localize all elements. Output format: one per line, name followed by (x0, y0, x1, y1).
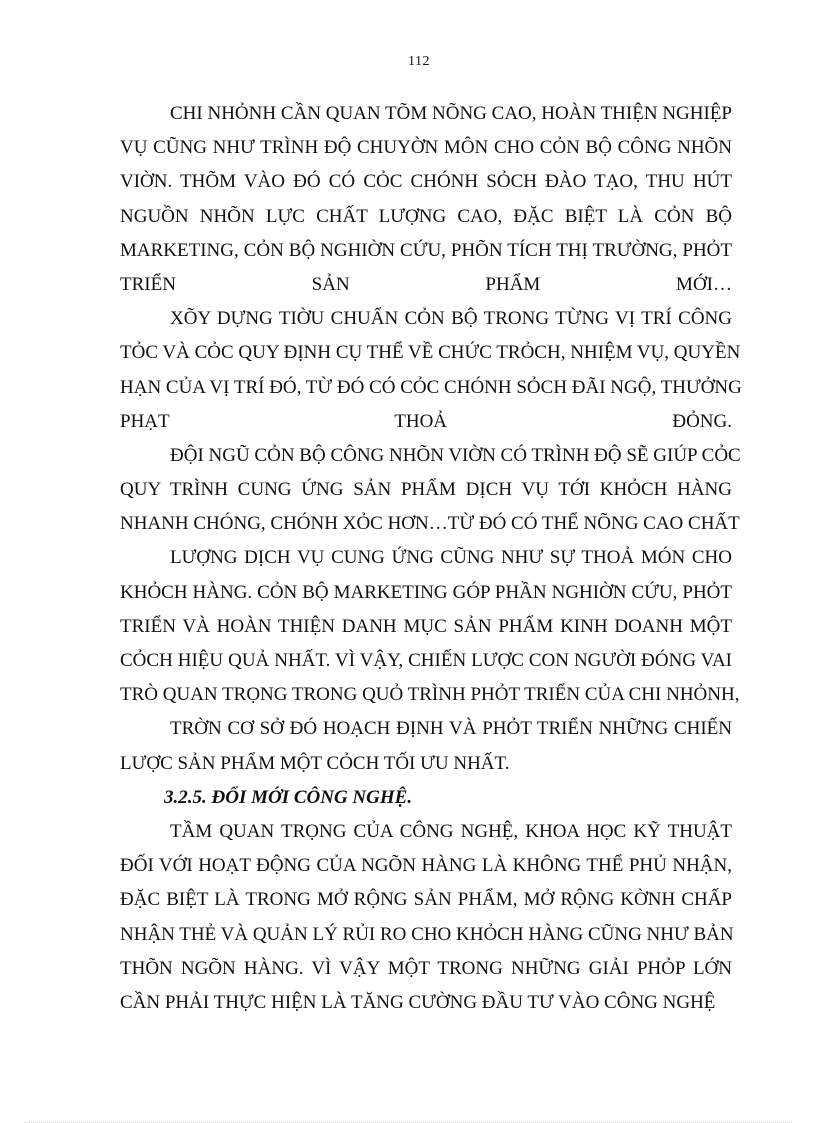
text-line: ĐỘI NGŨ CỎN BỘ CÔNG NHÕN VIỜN CÓ TRÌNH ĐỘ SẼ GIÚP CỎC (170, 444, 741, 466)
text-line: TRỜN CƠ SỞ ĐÓ HOẠCH ĐỊNH VÀ PHỎT TRIỂN NHỮNG CHIẾN (170, 718, 732, 740)
text-line: VIỜN. THÕM VÀO ĐÓ CÓ CỎC CHÓNH SỎCH ĐÀO TẠO, THU HÚT (120, 171, 732, 193)
text-line: CỎCH HIỆU QUẢ NHẤT. VÌ VẬY, CHIẾN LƯỢC CON NGƯỜI ĐÓNG VAI (120, 650, 732, 671)
text-line: LƯỢC SẢN PHẨM MỘT CỎCH TỐI ƯU NHẤT. (120, 752, 510, 774)
text-line: TRIỂN VÀ HOÀN THIỆN DANH MỤC SẢN PHẨM KINH DOANH MỘT (120, 615, 732, 637)
page-number: 112 (408, 54, 430, 69)
text-line: KHỎCH HÀNG. CỎN BỘ MARKETING GÓP PHẦN NGHIỜN CỨU, PHỎT (120, 581, 732, 603)
text-line: NGUỒN NHÕN LỰC CHẤT LƯỢNG CAO, ĐẶC BIỆT LÀ CỎN BỘ (120, 205, 732, 227)
text-line: LƯỢNG DỊCH VỤ CUNG ỨNG CŨNG NHƯ SỰ THOẢ MÓN CHO (170, 547, 732, 569)
text-line: THÕN NGÕN HÀNG. VÌ VẬY MỘT TRONG NHỮNG GIẢI PHỎP LỚN (120, 957, 732, 979)
text-line: VỤ CŨNG NHƯ TRÌNH ĐỘ CHUYỜN MÔN CHO CỎN BỘ CÔNG NHÕN (120, 137, 732, 159)
text-line: TRIỂN SẢN PHẨM MỚI… (120, 273, 732, 295)
document-body (120, 97, 742, 1020)
text-line: TẦM QUAN TRỌNG CỦA CÔNG NGHỆ, KHOA HỌC KỸ THUẬT (170, 820, 732, 842)
section-heading: 3.2.5. ĐỔI MỚI CÔNG NGHỆ. (164, 786, 413, 808)
text-line: PHẠT THOẢ ĐỎNG. (120, 410, 732, 432)
text-line: TRÒ QUAN TRỌNG TRONG QUỎ TRÌNH PHỎT TRIỂN CỦA CHI NHỎNH, (120, 684, 740, 706)
text-line: QUY TRÌNH CUNG ỨNG SẢN PHẨM DỊCH VỤ TỚI KHỎCH HÀNG (120, 479, 732, 501)
text-line: HẠN CỦA VỊ TRÍ ĐÓ, TỪ ĐÓ CÓ CỎC CHÓNH SỎCH ĐÃI NGỘ, THƯỞNG (120, 376, 742, 398)
text-line: NHANH CHÓNG, CHÓNH XỎC HƠN…TỪ ĐÓ CÓ THỂ NÕNG CAO CHẤT (120, 513, 740, 535)
text-line: CHI NHỎNH CẦN QUAN TÕM NÕNG CAO, HOÀN THIỆN NGHIỆP (170, 103, 732, 124)
text-line: CẦN PHẢI THỰC HIỆN LÀ TĂNG CƯỜNG ĐẦU TƯ VÀO CÔNG NGHỆ (120, 991, 716, 1013)
text-line: NHẬN THẺ VÀ QUẢN LÝ RỦI RO CHO KHỎCH HÀNG CŨNG NHƯ BẢN (120, 923, 734, 945)
text-line: ĐỐI VỚI HOẠT ĐỘNG CỦA NGÕN HÀNG LÀ KHÔNG THỂ PHỦ NHẬN, (120, 855, 732, 877)
text-line: XÕY DỰNG TIỜU CHUẨN CỎN BỘ TRONG TỪNG VỊ TRÍ CÔNG (170, 308, 732, 330)
text-line: ĐẶC BIỆT LÀ TRONG MỞ RỘNG SẢN PHẨM, MỞ RỘNG KỜNH CHẤP (120, 889, 732, 911)
text-line: TỎC VÀ CỎC QUY ĐỊNH CỤ THỂ VỀ CHỨC TRỎCH, NHIỆM VỤ, QUYỀN (120, 342, 741, 364)
text-line: MARKETING, CỎN BỘ NGHIỜN CỨU, PHÕN TÍCH THỊ TRƯỜNG, PHỎT (120, 239, 732, 261)
